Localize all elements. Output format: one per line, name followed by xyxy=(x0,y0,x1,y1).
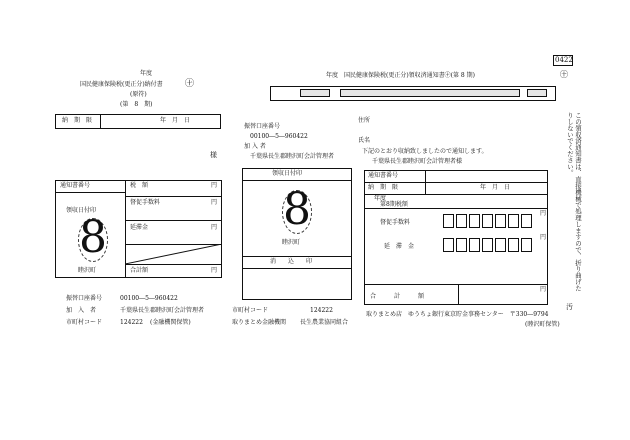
digit-box[interactable] xyxy=(469,238,480,252)
right-deadline: 納 期 限 xyxy=(368,184,399,191)
sama: 様 xyxy=(210,151,217,159)
left-seal: ㊉ xyxy=(185,79,195,89)
mid-agency-label: 取りまとめ金融機関 xyxy=(232,319,287,326)
left-total-yen: 円 xyxy=(211,267,218,274)
left-stamp-label: 領収日付印 xyxy=(66,207,97,214)
left-code-label: 市町村コード xyxy=(66,319,103,326)
left-late-yen: 円 xyxy=(211,224,218,231)
mid-member-label: 加 入 者 xyxy=(244,143,266,150)
right-year: 年度 xyxy=(374,195,387,202)
mid-code-label: 市町村コード xyxy=(232,307,269,314)
mid-account-label: 振替口座番号 xyxy=(244,123,281,130)
left-code: 124222 xyxy=(120,319,143,326)
mid-stamp-header: 領収日付印 xyxy=(272,170,303,177)
digit-box[interactable] xyxy=(521,238,532,252)
left-fee: 督促手数料 xyxy=(130,199,161,206)
left-stamp-digit: 8 xyxy=(79,212,107,263)
deadline-date: 年 月 日 xyxy=(160,117,191,124)
left-account-label: 振替口座番号 xyxy=(66,295,103,302)
right-period-tax: 第8期税額 xyxy=(380,201,408,208)
slash-line xyxy=(125,244,222,264)
left-tax-yen: 円 xyxy=(211,182,218,189)
mid-stamp-digit: 8 xyxy=(283,184,311,235)
right-late: 延 滞 金 xyxy=(384,243,415,250)
digit-box[interactable] xyxy=(456,238,467,252)
left-period: (第 8 期) xyxy=(120,101,153,108)
right-fee: 督促手数料 xyxy=(380,219,411,226)
right-total: 合 計 額 xyxy=(370,293,425,300)
right-yen-1: 円 xyxy=(540,210,547,217)
left-member-label: 加 入 者 xyxy=(66,307,97,314)
digit-box[interactable] xyxy=(443,238,454,252)
address-label: 住所 xyxy=(358,117,371,124)
left-member: 千葉県長生郡睦沢町会計管理者 xyxy=(120,307,205,314)
left-notice-no: 通知書番号 xyxy=(60,182,91,189)
side-mark: 汚 xyxy=(566,303,573,311)
left-fee-yen: 円 xyxy=(211,199,218,206)
right-date: 年 月 日 xyxy=(480,184,511,191)
digit-box[interactable] xyxy=(482,214,493,228)
deadline-label: 納 期 限 xyxy=(62,117,93,124)
left-tax: 税 額 xyxy=(130,182,149,189)
digit-box[interactable] xyxy=(482,238,493,252)
right-notice-no: 通知書番号 xyxy=(368,172,399,179)
digit-box[interactable] xyxy=(469,214,480,228)
digit-box[interactable] xyxy=(443,214,454,228)
left-year: 年度 xyxy=(140,70,153,77)
name-label: 氏名 xyxy=(358,137,371,144)
left-code-note: (金融機関保管) xyxy=(150,319,191,326)
digit-box[interactable] xyxy=(508,238,519,252)
right-yen-3: 円 xyxy=(540,286,547,293)
corner-mark: ㊉ xyxy=(560,70,568,79)
right-yen-2: 円 xyxy=(540,234,547,241)
left-town: 睦沢町 xyxy=(78,267,97,274)
mid-member: 千葉県長生郡睦沢町会計管理者 xyxy=(250,153,335,160)
mid-code: 124222 xyxy=(310,307,333,314)
keep-note: (睦沢町保管) xyxy=(525,321,560,328)
digit-box[interactable] xyxy=(495,238,506,252)
mid-settle: 消 込 印 xyxy=(270,258,313,265)
digit-box[interactable] xyxy=(521,214,532,228)
left-title: 国民健康保険税(更正分)納付書 xyxy=(80,81,163,88)
vertical-note: この領収済通知書は、直接機械で処理しますので、折り曲げたりしないでください。 xyxy=(566,112,582,292)
notice-line2: 千葉県長生郡睦沢町会計管理者様 xyxy=(372,158,463,165)
mid-account: 00100―5―960422 xyxy=(250,133,308,140)
corner-code: 0422 xyxy=(555,56,573,64)
notice-line1: 下記のとおり収納致しましたので通知します。 xyxy=(362,148,488,155)
left-account: 00100―5―960422 xyxy=(120,295,178,302)
mid-agency: 長生農業協同組合 xyxy=(300,319,349,326)
collector: 取りまとめ店 ゆうちょ銀行東京貯金事務センター 〒330―9794 xyxy=(366,311,549,318)
left-original: (原符) xyxy=(130,91,147,98)
left-late: 延滞金 xyxy=(130,224,149,231)
digit-box[interactable] xyxy=(495,214,506,228)
digit-box[interactable] xyxy=(508,214,519,228)
mid-town: 睦沢町 xyxy=(282,239,301,246)
left-total: 合計額 xyxy=(130,267,149,274)
digit-box[interactable] xyxy=(456,214,467,228)
right-title: 年度 国民健康保険税(更正分)領収済通知書㊉(第 8 期) xyxy=(326,72,475,79)
